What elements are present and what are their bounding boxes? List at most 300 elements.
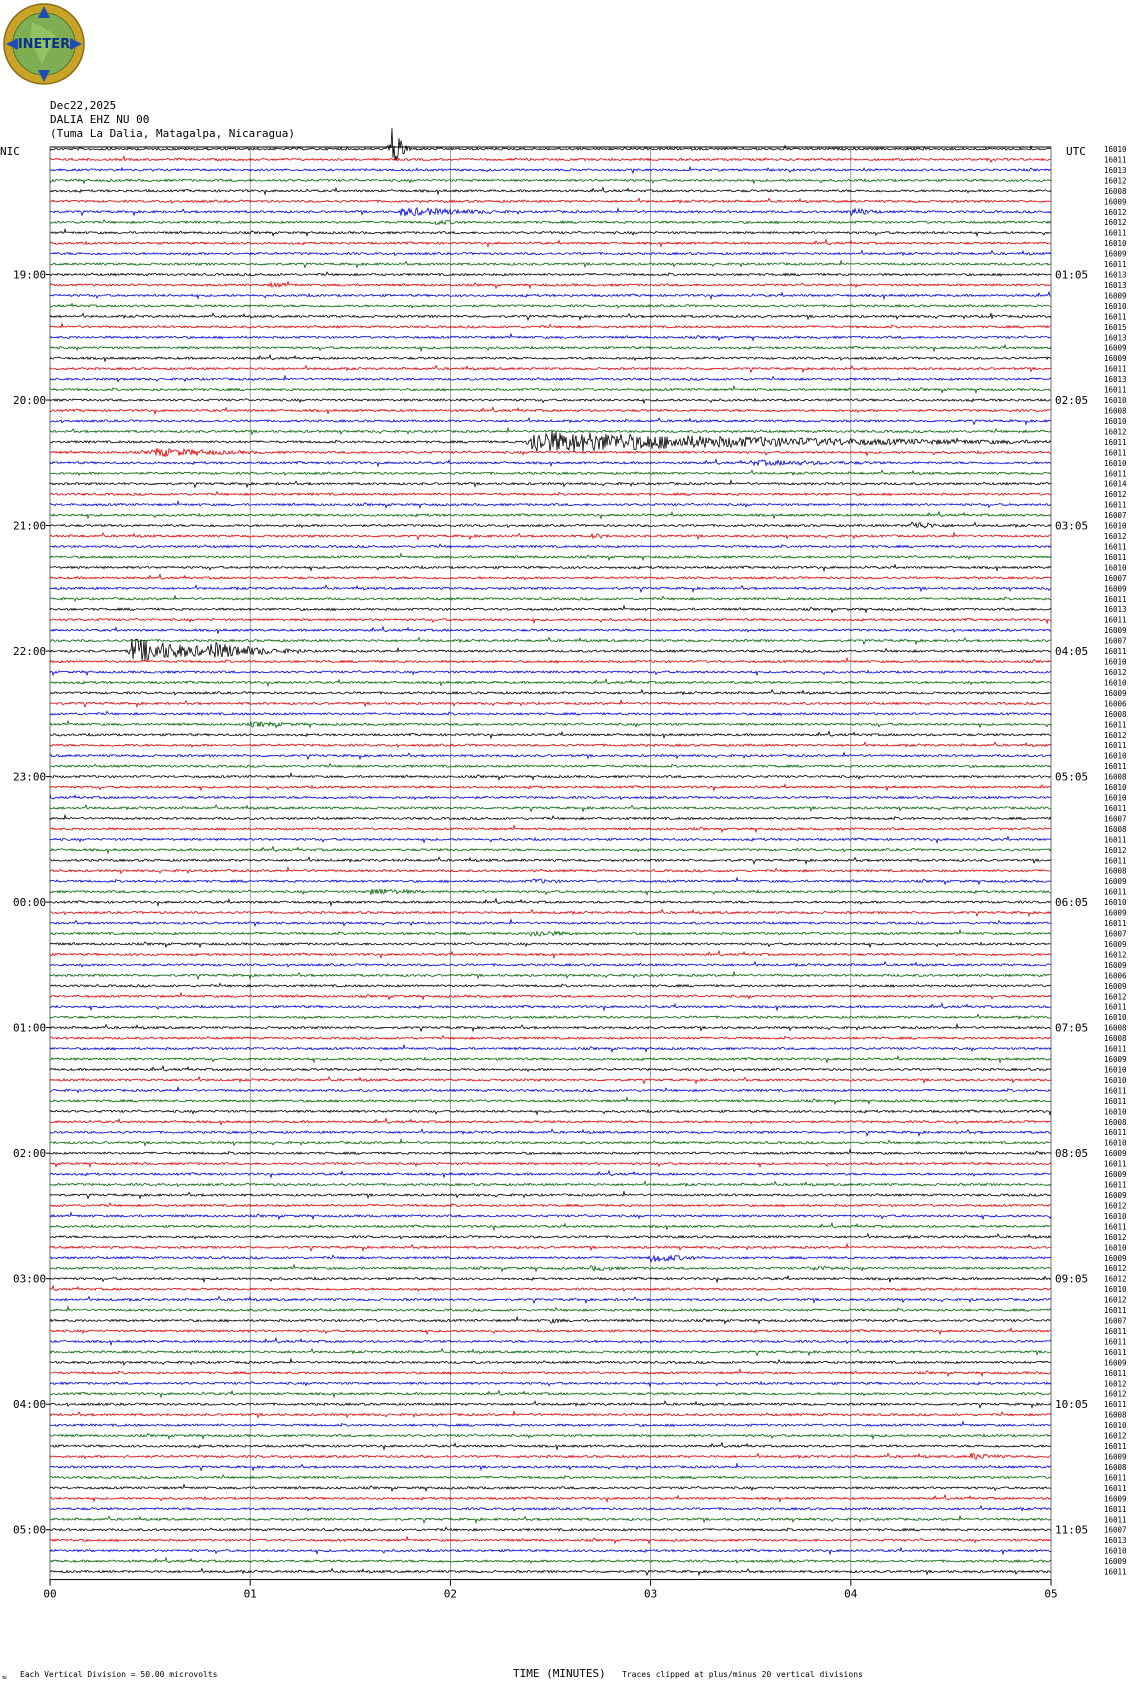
x-axis-label: TIME (MINUTES) xyxy=(513,1667,606,1680)
seismic-trace xyxy=(50,240,1051,247)
trace-count-label: 16011 xyxy=(1104,1002,1127,1012)
trace-count-label: 16013 xyxy=(1104,1536,1127,1546)
seismic-trace xyxy=(50,407,1051,414)
trace-count-label: 16010 xyxy=(1104,1138,1127,1148)
seismic-trace xyxy=(50,334,1051,340)
trace-count-label: 16010 xyxy=(1104,751,1127,761)
right-hour-label: 08:05 xyxy=(1055,1147,1089,1161)
trace-count-label: 16011 xyxy=(1104,1044,1127,1054)
trace-count-label: 16013 xyxy=(1104,375,1127,385)
seismic-trace xyxy=(50,1129,1051,1136)
seismic-trace xyxy=(50,805,1051,811)
trace-count-label: 16009 xyxy=(1104,343,1127,353)
trace-count-label: 16012 xyxy=(1104,490,1127,500)
seismic-trace xyxy=(50,679,1051,686)
seismic-trace xyxy=(50,492,1051,496)
seismic-trace xyxy=(50,1527,1051,1531)
trace-count-label: 16011 xyxy=(1104,1368,1127,1378)
trace-count-label: 16011 xyxy=(1104,1347,1127,1357)
seismic-trace xyxy=(50,1443,1051,1450)
trace-count-label: 16012 xyxy=(1104,1295,1127,1305)
trace-count-label: 16008 xyxy=(1104,1034,1127,1044)
seismic-trace xyxy=(50,1097,1051,1104)
trace-count-label: 16011 xyxy=(1104,1096,1127,1106)
seismic-trace xyxy=(50,208,1051,216)
seismic-trace xyxy=(50,794,1051,799)
seismic-trace xyxy=(50,272,1051,276)
trace-count-label: 16012 xyxy=(1104,1232,1127,1242)
seismic-trace xyxy=(50,1192,1051,1199)
trace-count-label: 16011 xyxy=(1104,385,1127,395)
seismic-trace xyxy=(50,1506,1051,1511)
trace-count-label: 16009 xyxy=(1104,626,1127,636)
station-location: (Tuma La Dalia, Matagalpa, Nicaragua) xyxy=(50,127,296,140)
trace-count-label: 16011 xyxy=(1104,615,1127,625)
left-hour-label: 22:00 xyxy=(13,645,47,659)
left-hour-label: 20:00 xyxy=(13,394,47,408)
seismic-trace xyxy=(50,972,1051,979)
seismic-trace xyxy=(50,1369,1051,1376)
seismic-trace xyxy=(50,522,1051,528)
trace-count-label: 16007 xyxy=(1104,1316,1127,1326)
trace-count-label: 16011 xyxy=(1104,364,1127,374)
helicorder-date: Dec22,2025 xyxy=(50,99,117,112)
trace-count-label: 16010 xyxy=(1104,793,1127,803)
trace-count-label: 16012 xyxy=(1104,1264,1127,1274)
trace-count-label: 16011 xyxy=(1104,155,1127,165)
seismic-trace xyxy=(50,324,1051,329)
trace-count-label: 16009 xyxy=(1104,291,1127,301)
seismic-trace xyxy=(50,1411,1051,1417)
left-hour-label: 04:00 xyxy=(13,1398,47,1412)
seismic-trace xyxy=(50,251,1051,256)
seismic-trace xyxy=(50,188,1051,195)
trace-count-label: 16011 xyxy=(1104,1400,1127,1410)
trace-count-label: 16011 xyxy=(1104,1483,1127,1493)
seismic-trace xyxy=(50,399,1051,404)
trace-count-label: 16011 xyxy=(1104,312,1127,322)
trace-count-label: 16011 xyxy=(1104,887,1127,897)
seismic-trace xyxy=(50,261,1051,268)
x-tick-label: 05 xyxy=(1044,1587,1058,1601)
seismic-trace xyxy=(50,220,1051,225)
trace-count-label: 16011 xyxy=(1104,1326,1127,1336)
trace-count-label: 16010 xyxy=(1104,1546,1127,1556)
trace-count-label: 16009 xyxy=(1104,354,1127,364)
seismic-trace xyxy=(50,1349,1051,1355)
seismic-trace xyxy=(50,1234,1051,1239)
trace-count-label: 16013 xyxy=(1104,165,1127,175)
right-hour-label: 02:05 xyxy=(1055,394,1089,408)
seismic-trace xyxy=(50,837,1051,843)
trace-count-label: 16006 xyxy=(1104,971,1127,981)
seismic-trace xyxy=(50,1223,1051,1230)
seismic-trace xyxy=(50,1139,1051,1145)
seismic-trace xyxy=(50,1171,1051,1178)
seismic-trace xyxy=(50,1401,1051,1407)
left-timezone: NIC xyxy=(0,145,20,158)
trace-count-label: 16011 xyxy=(1104,1306,1127,1316)
seismic-trace xyxy=(50,1359,1051,1365)
trace-count-label: 16010 xyxy=(1104,1243,1127,1253)
seismic-trace xyxy=(50,1110,1051,1115)
trace-count-label: 16010 xyxy=(1104,1211,1127,1221)
seismic-trace xyxy=(50,639,1051,661)
trace-count-label: 16009 xyxy=(1104,877,1127,887)
seismic-trace xyxy=(50,752,1051,759)
trace-count-label: 16010 xyxy=(1104,521,1127,531)
seismic-trace xyxy=(50,1338,1051,1345)
trace-count-label: 16008 xyxy=(1104,1117,1127,1127)
trace-count-label: 16012 xyxy=(1104,1389,1127,1399)
trace-count-label: 16010 xyxy=(1104,396,1127,406)
trace-count-label: 16011 xyxy=(1104,647,1127,657)
left-hour-label: 00:00 xyxy=(13,896,47,910)
seismic-trace xyxy=(50,1024,1051,1031)
trace-count-label: 16015 xyxy=(1104,322,1127,332)
trace-count-label: 16009 xyxy=(1104,197,1127,207)
seismic-trace xyxy=(50,658,1051,663)
seismic-trace xyxy=(50,554,1051,561)
seismic-trace xyxy=(50,376,1051,382)
trace-count-label: 16007 xyxy=(1104,636,1127,646)
seismic-trace xyxy=(50,1265,1051,1272)
seismic-trace xyxy=(50,638,1051,645)
trace-count-label: 16011 xyxy=(1104,1086,1127,1096)
trace-count-label: 16010 xyxy=(1104,563,1127,573)
trace-count-label: 16011 xyxy=(1104,1128,1127,1138)
trace-count-label: 16010 xyxy=(1104,458,1127,468)
trace-count-label: 16011 xyxy=(1104,1337,1127,1347)
seismic-trace xyxy=(50,1328,1051,1334)
trace-count-label: 16009 xyxy=(1104,1149,1127,1159)
left-hour-label: 21:00 xyxy=(13,519,47,533)
footer-mark: ≈ xyxy=(2,1673,7,1682)
left-hour-label: 02:00 xyxy=(13,1147,47,1161)
trace-count-label: 16010 xyxy=(1104,1075,1127,1085)
trace-count-label: 16007 xyxy=(1104,1525,1127,1535)
trace-count-label: 16011 xyxy=(1104,720,1127,730)
seismic-trace xyxy=(50,1485,1051,1491)
seismic-trace xyxy=(50,1475,1051,1479)
seismic-trace xyxy=(50,815,1051,820)
seismic-trace xyxy=(50,512,1051,519)
trace-count-label: 16008 xyxy=(1104,1462,1127,1472)
seismic-trace xyxy=(50,1203,1051,1207)
seismic-trace xyxy=(50,501,1051,508)
seismic-trace xyxy=(50,764,1051,768)
trace-count-label: 16011 xyxy=(1104,594,1127,604)
trace-count-label: 16008 xyxy=(1104,186,1127,196)
seismic-trace xyxy=(50,1434,1051,1439)
trace-count-label: 16010 xyxy=(1104,239,1127,249)
seismic-trace xyxy=(50,292,1051,299)
seismic-trace xyxy=(50,1213,1051,1220)
trace-count-label: 16012 xyxy=(1104,992,1127,1002)
trace-count-label: 16012 xyxy=(1104,950,1127,960)
seismic-trace xyxy=(50,1066,1051,1071)
seismic-trace xyxy=(50,585,1051,592)
seismic-trace xyxy=(50,1045,1051,1052)
trace-count-label: 16009 xyxy=(1104,1055,1127,1065)
trace-count-label: 16011 xyxy=(1104,1442,1127,1452)
seismic-trace xyxy=(50,1276,1051,1282)
trace-count-label: 16013 xyxy=(1104,270,1127,280)
trace-count-label: 16012 xyxy=(1104,427,1127,437)
trace-count-label: 16011 xyxy=(1104,469,1127,479)
seismic-trace xyxy=(50,671,1051,676)
seismic-trace xyxy=(50,460,1051,467)
seismic-trace xyxy=(50,480,1051,487)
seismic-trace xyxy=(50,1548,1051,1554)
seismic-trace xyxy=(50,773,1051,780)
left-hour-label: 19:00 xyxy=(13,268,47,282)
seismic-trace xyxy=(50,826,1051,833)
trace-count-label: 16011 xyxy=(1104,228,1127,238)
seismic-trace xyxy=(50,1182,1051,1187)
seismic-trace xyxy=(50,993,1051,1000)
trace-count-label: 16011 xyxy=(1104,1159,1127,1169)
seismic-trace xyxy=(50,128,1051,160)
x-tick-label: 02 xyxy=(443,1587,458,1601)
right-hour-label: 01:05 xyxy=(1055,268,1089,282)
trace-count-label: 16014 xyxy=(1104,479,1127,489)
seismic-trace xyxy=(50,1382,1051,1387)
seismic-trace xyxy=(50,179,1051,184)
seismic-trace xyxy=(50,575,1051,580)
seismic-trace xyxy=(50,930,1051,936)
seismic-trace xyxy=(50,428,1051,434)
trace-count-label: 16009 xyxy=(1104,1358,1127,1368)
trace-count-label: 16010 xyxy=(1104,678,1127,688)
seismic-trace xyxy=(50,857,1051,863)
seismic-trace xyxy=(50,920,1051,926)
trace-count-label: 16012 xyxy=(1104,218,1127,228)
trace-count-label: 16012 xyxy=(1104,1274,1127,1284)
seismic-trace xyxy=(50,1286,1051,1291)
seismic-trace xyxy=(50,1516,1051,1523)
trace-count-label: 16010 xyxy=(1104,1065,1127,1075)
trace-count-label: 16012 xyxy=(1104,1201,1127,1211)
trace-count-label: 16009 xyxy=(1104,981,1127,991)
trace-count-label: 16006 xyxy=(1104,699,1127,709)
seismic-trace xyxy=(50,544,1051,548)
seismic-trace xyxy=(50,731,1051,738)
seismic-trace xyxy=(50,167,1051,173)
right-hour-label: 03:05 xyxy=(1055,519,1089,533)
trace-count-label: 16012 xyxy=(1104,730,1127,740)
seismic-trace xyxy=(50,700,1051,707)
seismic-trace xyxy=(50,1014,1051,1019)
trace-count-label: 16011 xyxy=(1104,762,1127,772)
seismic-trace xyxy=(50,847,1051,854)
seismic-trace xyxy=(50,313,1051,319)
trace-count-label: 16009 xyxy=(1104,939,1127,949)
trace-count-label: 16012 xyxy=(1104,845,1127,855)
trace-count-label: 16011 xyxy=(1104,260,1127,270)
trace-count-label: 16009 xyxy=(1104,908,1127,918)
seismic-trace xyxy=(50,690,1051,695)
trace-count-label: 16010 xyxy=(1104,1107,1127,1117)
trace-count-label: 16010 xyxy=(1104,301,1127,311)
seismic-trace xyxy=(50,366,1051,372)
seismic-trace xyxy=(50,345,1051,351)
seismic-trace xyxy=(50,1244,1051,1251)
trace-count-label: 16008 xyxy=(1104,866,1127,876)
left-hour-label: 23:00 xyxy=(13,770,47,784)
trace-count-label: 16011 xyxy=(1104,448,1127,458)
seismic-trace xyxy=(50,899,1051,906)
seismic-trace xyxy=(50,742,1051,747)
seismic-trace xyxy=(50,156,1051,162)
right-hour-label: 05:05 xyxy=(1055,770,1089,784)
seismic-trace xyxy=(50,198,1051,203)
x-tick-label: 01 xyxy=(243,1587,257,1601)
trace-count-label: 16011 xyxy=(1104,1567,1127,1577)
trace-count-label: 16011 xyxy=(1104,500,1127,510)
left-hour-label: 03:00 xyxy=(13,1272,47,1286)
seismic-trace xyxy=(50,1422,1051,1427)
trace-count-label: 16008 xyxy=(1104,772,1127,782)
right-timezone: UTC xyxy=(1066,145,1086,158)
seismic-trace xyxy=(50,867,1051,873)
seismic-trace xyxy=(50,533,1051,540)
right-hour-label: 04:05 xyxy=(1055,645,1089,659)
trace-count-label: 16011 xyxy=(1104,1473,1127,1483)
trace-count-label: 16011 xyxy=(1104,1222,1127,1232)
trace-count-label: 16009 xyxy=(1104,1452,1127,1462)
trace-count-label: 16011 xyxy=(1104,856,1127,866)
seismic-trace xyxy=(50,784,1051,790)
seismic-trace xyxy=(50,282,1051,288)
seismic-trace xyxy=(50,355,1051,362)
right-hour-label: 06:05 xyxy=(1055,896,1089,910)
trace-count-label: 16009 xyxy=(1104,1170,1127,1180)
x-tick-label: 04 xyxy=(844,1587,858,1601)
trace-count-label: 16013 xyxy=(1104,333,1127,343)
scale-note: Each Vertical Division = 50.00 microvolts xyxy=(20,1670,218,1679)
trace-count-label: 16012 xyxy=(1104,176,1127,186)
trace-count-label: 16010 xyxy=(1104,1285,1127,1295)
trace-count-label: 16013 xyxy=(1104,280,1127,290)
right-hour-label: 11:05 xyxy=(1055,1523,1089,1537)
seismic-trace xyxy=(50,1003,1051,1010)
seismic-trace xyxy=(50,470,1051,475)
trace-count-label: 16009 xyxy=(1104,1253,1127,1263)
trace-count-label: 16007 xyxy=(1104,573,1127,583)
seismic-trace xyxy=(50,1464,1051,1471)
trace-count-label: 16011 xyxy=(1104,542,1127,552)
trace-count-label: 16008 xyxy=(1104,824,1127,834)
x-tick-label: 00 xyxy=(43,1587,57,1601)
seismic-trace xyxy=(50,1317,1051,1324)
seismic-trace xyxy=(50,1537,1051,1543)
seismic-trace xyxy=(50,431,1051,452)
trace-count-label: 16009 xyxy=(1104,249,1127,259)
seismic-trace xyxy=(50,1390,1051,1397)
trace-count-label: 16008 xyxy=(1104,1023,1127,1033)
seismic-trace xyxy=(50,942,1051,947)
trace-count-label: 16008 xyxy=(1104,709,1127,719)
seismic-trace xyxy=(50,595,1051,601)
trace-count-label: 16010 xyxy=(1104,657,1127,667)
seismic-trace xyxy=(50,1307,1051,1312)
right-hour-label: 07:05 xyxy=(1055,1021,1089,1035)
seismic-trace xyxy=(50,386,1051,392)
seismic-trace xyxy=(50,1056,1051,1062)
seismic-trace xyxy=(50,962,1051,967)
trace-count-label: 16010 xyxy=(1104,145,1127,154)
seismic-trace xyxy=(50,910,1051,916)
trace-count-label: 16008 xyxy=(1104,1410,1127,1420)
trace-count-label: 16011 xyxy=(1104,552,1127,562)
trace-count-label: 16011 xyxy=(1104,1504,1127,1514)
seismic-trace xyxy=(50,304,1051,308)
trace-count-label: 16007 xyxy=(1104,814,1127,824)
right-hour-label: 10:05 xyxy=(1055,1398,1089,1412)
trace-count-label: 16009 xyxy=(1104,1494,1127,1504)
station-code: DALIA EHZ NU 00 xyxy=(50,113,150,126)
left-hour-label: 01:00 xyxy=(13,1021,47,1035)
trace-count-label: 16009 xyxy=(1104,584,1127,594)
seismic-trace xyxy=(50,1569,1051,1575)
plot-frame xyxy=(50,147,1051,1580)
trace-count-label: 16007 xyxy=(1104,929,1127,939)
x-tick-label: 03 xyxy=(643,1587,658,1601)
trace-count-label: 16009 xyxy=(1104,960,1127,970)
trace-count-label: 16012 xyxy=(1104,668,1127,677)
seismic-trace xyxy=(50,418,1051,424)
seismic-trace xyxy=(50,1077,1051,1084)
seismic-trace xyxy=(50,1162,1051,1167)
trace-count-label: 16011 xyxy=(1104,437,1127,447)
trace-count-label: 16013 xyxy=(1104,605,1127,615)
seismic-trace xyxy=(50,889,1051,895)
trace-count-label: 16012 xyxy=(1104,207,1127,217)
seismic-trace xyxy=(50,983,1051,987)
left-hour-label: 05:00 xyxy=(13,1523,47,1537)
trace-count-label: 16010 xyxy=(1104,1013,1127,1023)
seismic-trace xyxy=(50,1558,1051,1563)
trace-count-label: 16008 xyxy=(1104,406,1127,416)
trace-count-label: 16011 xyxy=(1104,835,1127,845)
trace-count-label: 16012 xyxy=(1104,532,1127,542)
seismic-trace xyxy=(50,618,1051,623)
seismic-trace xyxy=(50,565,1051,571)
seismic-trace xyxy=(50,1453,1051,1459)
trace-count-label: 16012 xyxy=(1104,1431,1127,1441)
seismic-trace xyxy=(50,1150,1051,1155)
seismic-trace xyxy=(50,1255,1051,1261)
seismic-trace xyxy=(50,229,1051,235)
seismic-trace xyxy=(50,711,1051,715)
seismic-trace xyxy=(50,627,1051,634)
seismic-trace xyxy=(50,1297,1051,1303)
clip-note: Traces clipped at plus/minus 20 vertical divisions xyxy=(622,1670,863,1679)
trace-count-label: 16011 xyxy=(1104,803,1127,813)
trace-count-label: 16011 xyxy=(1104,741,1127,751)
seismic-trace xyxy=(50,951,1051,958)
trace-count-label: 16009 xyxy=(1104,688,1127,698)
trace-count-label: 16010 xyxy=(1104,416,1127,426)
seismic-trace xyxy=(50,1036,1051,1040)
trace-count-label: 16011 xyxy=(1104,1180,1127,1190)
seismic-trace xyxy=(50,1495,1051,1502)
seismic-trace xyxy=(50,1087,1051,1093)
seismic-trace xyxy=(50,878,1051,885)
logo-text: INETER xyxy=(17,37,71,52)
trace-count-label: 16011 xyxy=(1104,919,1127,929)
